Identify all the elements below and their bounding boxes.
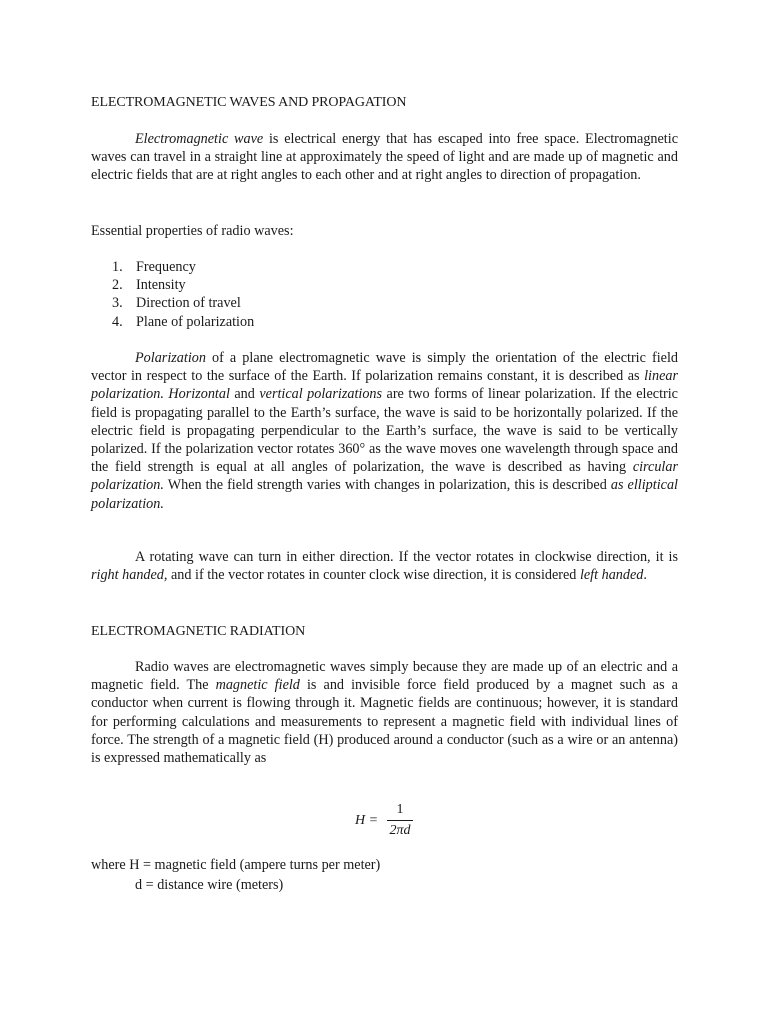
where-line-1: where H = magnetic field (ampere turns per meter) bbox=[91, 857, 381, 873]
intro-paragraph: Electromagnetic wave is electrical energy that has escaped into free space. Electromagnetic waves can travel in a straight line at approximately the speed of light and are made up of magnetic and electric fields that are at right angles to each other and at right angles to direction of propagation. bbox=[91, 131, 678, 184]
list-item: 1. Frequency bbox=[112, 259, 196, 275]
magnetic-field-equation: H = 1 2πd bbox=[355, 800, 425, 844]
section-title: ELECTROMAGNETIC RADIATION bbox=[91, 624, 306, 639]
list-item: 2. Intensity bbox=[112, 277, 186, 294]
page-title: ELECTROMAGNETIC WAVES AND PROPAGATION bbox=[91, 95, 407, 110]
rotation-paragraph: A rotating wave can turn in either direction. If the vector rotates in clockwise direction, it is right handed, and if the vector rotates in counter clock wise direction, it is considered left handed. bbox=[91, 549, 678, 584]
term-electromagnetic-wave: Electromagnetic wave bbox=[135, 131, 264, 147]
equation-fraction: 1 2πd bbox=[387, 800, 413, 841]
list-item: 3. Direction of travel bbox=[112, 295, 241, 312]
polarization-paragraph: Polarization of a plane electromagnetic wave is simply the orientation of the electric field vector in respect to the surface of the Earth. If polarization remains constant, it is described as linear polarization. Horizontal and vertical polarizations are two forms of linear polarization. If the electric field is propagating parallel to the Earth’s surface, the wave is said to be horizontally polarized. If the electric field is propagating perpendicular to the Earth’s surface, the wave is said to be vertically polarized. If the polarization vector rotates 360° as the wave moves one wavelength through space and the field strength is equal at all angles of polarization, the wave is described as having circular polarization. When the field strength varies with changes in polarization, this is described as elliptical polarization. bbox=[91, 350, 678, 512]
radiation-paragraph: Radio waves are electromagnetic waves simply because they are made up of an electric and a magnetic field. The magnetic field is and invisible force field produced by a magnet such as a conductor when current is flowing through it. Magnetic fields are continuous; however, it is standard for performing calculations and measurements to represent a magnetic field with individual lines of force. The strength of a magnetic field (H) produced around a conductor (such as a wire or an antenna) is expressed mathematically as bbox=[91, 659, 678, 767]
properties-intro: Essential properties of radio waves: bbox=[91, 223, 294, 239]
list-item: 4. Plane of polarization bbox=[112, 313, 255, 330]
where-line-2: d = distance wire (meters) bbox=[135, 877, 284, 893]
properties-list bbox=[91, 258, 678, 331]
